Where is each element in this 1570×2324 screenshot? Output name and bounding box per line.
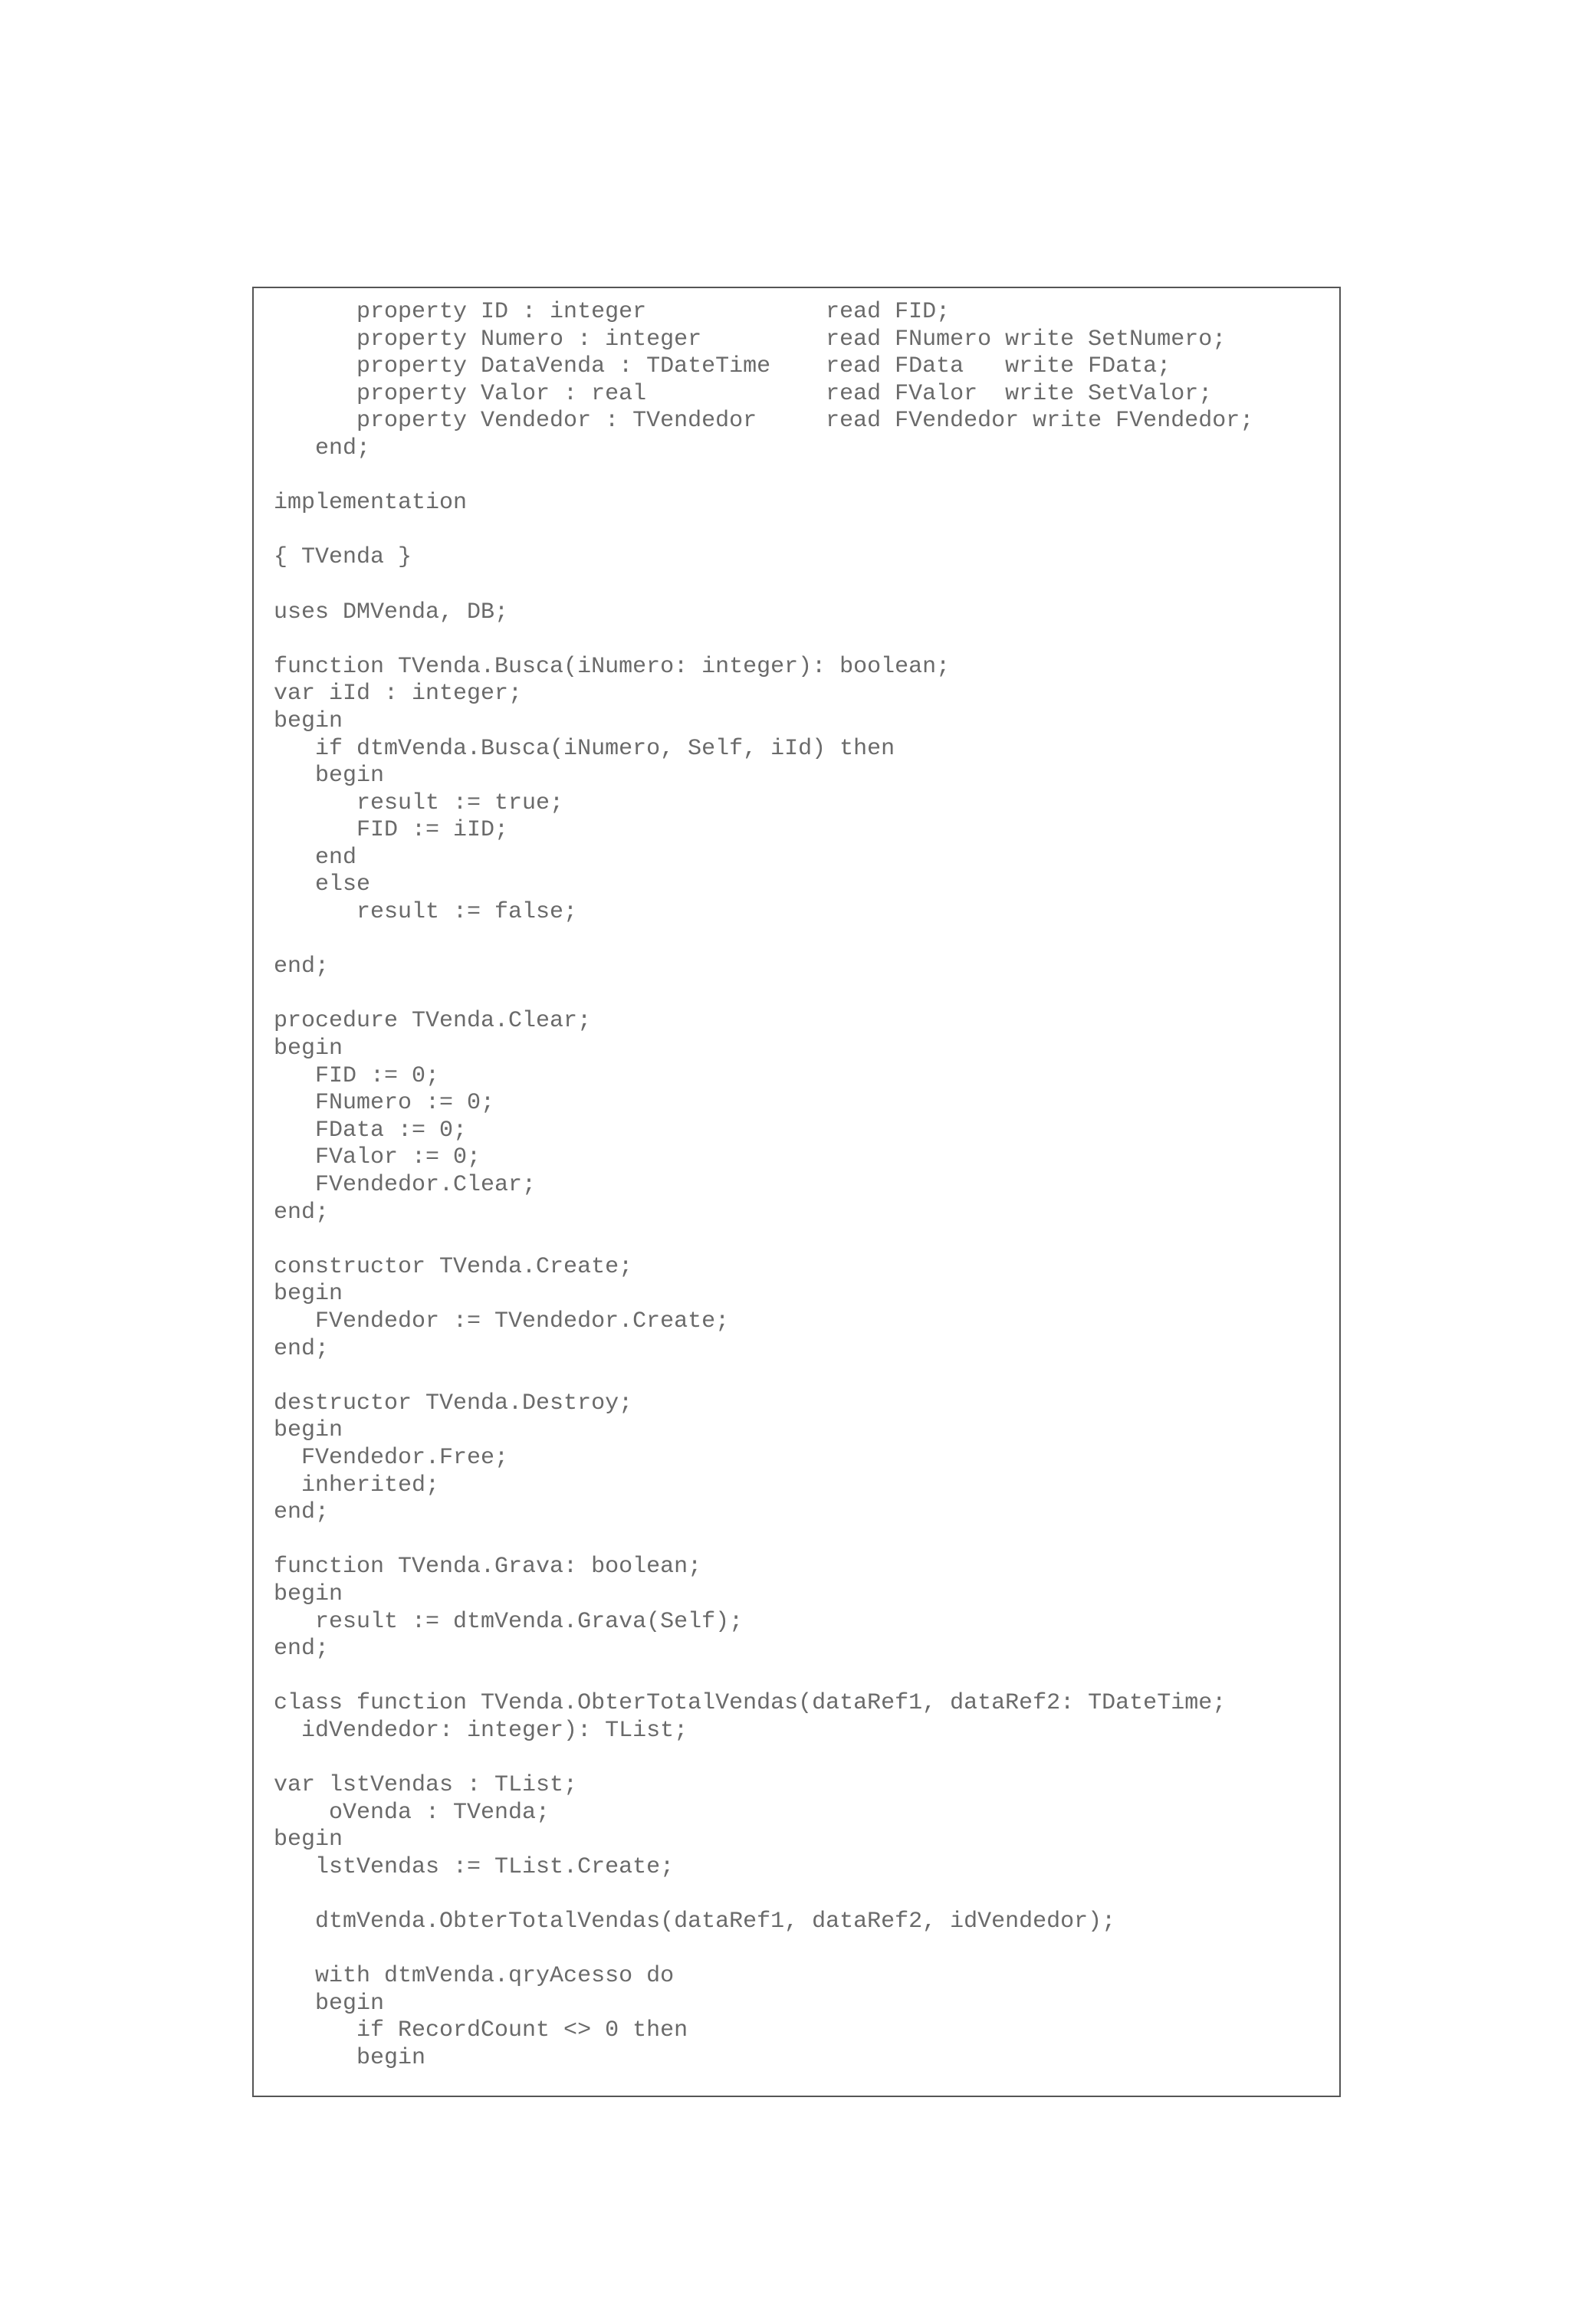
code-line: with dtmVenda.qryAcesso do [274,1963,675,1990]
code-line: property DataVenda : TDateTime read FData write FData; [274,353,1171,380]
code-line [274,572,1253,599]
code-line: idVendedor: integer): TList; [274,1717,688,1744]
code-line: dtmVenda.ObterTotalVendas(dataRef1, dataRef2, idVendedor); [274,1909,1116,1935]
code-line [274,626,1253,654]
code-line [274,1226,1253,1254]
code-line: begin [274,1827,343,1853]
code-line: FValor := 0; [274,1144,481,1171]
code-line: begin [274,1990,385,2017]
code-line: var iId : integer; [274,681,523,707]
code-line: oVenda : TVenda; [274,1799,550,1826]
code-line: begin [274,1581,343,1607]
code-line: begin [274,1417,343,1444]
code-line [274,1881,1253,1909]
code-line [274,927,1253,954]
code-line: lstVendas := TList.Create; [274,1853,675,1880]
code-line: inherited; [274,1472,440,1498]
code-line: if dtmVenda.Busca(iNumero, Self, iId) then [274,735,895,762]
code-listing [274,299,1253,2073]
code-line [274,1663,1253,1691]
code-line: FVendedor.Free; [274,1444,509,1471]
code-line: uses DMVenda, DB; [274,599,509,625]
code-line: end [274,844,357,871]
code-line [274,1527,1253,1554]
code-line: result := true; [274,789,564,816]
code-line: begin [274,763,385,789]
code-line: destructor TVenda.Destroy; [274,1390,633,1416]
code-line: begin [274,1036,343,1062]
code-line [274,1363,1253,1390]
code-line [274,1745,1253,1772]
code-line: end; [274,1199,330,1226]
code-line [274,517,1253,545]
code-line: begin [274,1281,343,1308]
code-line: end; [274,954,330,980]
code-line: FNumero := 0; [274,1090,495,1117]
code-line: procedure TVenda.Clear; [274,1008,592,1035]
code-line: class function TVenda.ObterTotalVendas(dataRef1, dataRef2: TDateTime; [274,1690,1227,1717]
code-listing-frame [252,287,1341,2097]
code-line [274,1936,1253,1964]
code-line: property Vendedor : TVendedor read FVendedor write FVendedor; [274,408,1254,435]
code-line: begin [274,2045,426,2071]
code-line: property Valor : real read FValor write SetValor; [274,380,1213,407]
code-line: constructor TVenda.Create; [274,1253,633,1280]
code-line: if RecordCount <> 0 then [274,2017,688,2044]
code-line: var lstVendas : TList; [274,1772,578,1799]
code-line: end; [274,1499,330,1526]
code-line: function TVenda.Grava: boolean; [274,1554,702,1581]
code-line: FID := iID; [274,817,509,844]
code-line: else [274,872,371,898]
code-line: begin [274,707,343,734]
code-line: end; [274,435,371,461]
code-line: FData := 0; [274,1117,468,1144]
code-line: function TVenda.Busca(iNumero: integer): boolean; [274,653,951,680]
code-line: end; [274,1335,330,1362]
code-line: FVendedor.Clear; [274,1172,537,1198]
code-line: property Numero : integer read FNumero write SetNumero; [274,326,1227,353]
code-line: FVendedor := TVendedor.Create; [274,1308,730,1334]
code-line [274,981,1253,1009]
code-line: result := false; [274,899,578,926]
code-line: result := dtmVenda.Grava(Self); [274,1608,744,1635]
code-line: property ID : integer read FID; [274,299,951,325]
code-line: end; [274,1636,330,1663]
code-line [274,463,1253,491]
code-line: { TVenda } [274,544,412,571]
code-line: FID := 0; [274,1062,440,1089]
code-line: implementation [274,490,468,517]
